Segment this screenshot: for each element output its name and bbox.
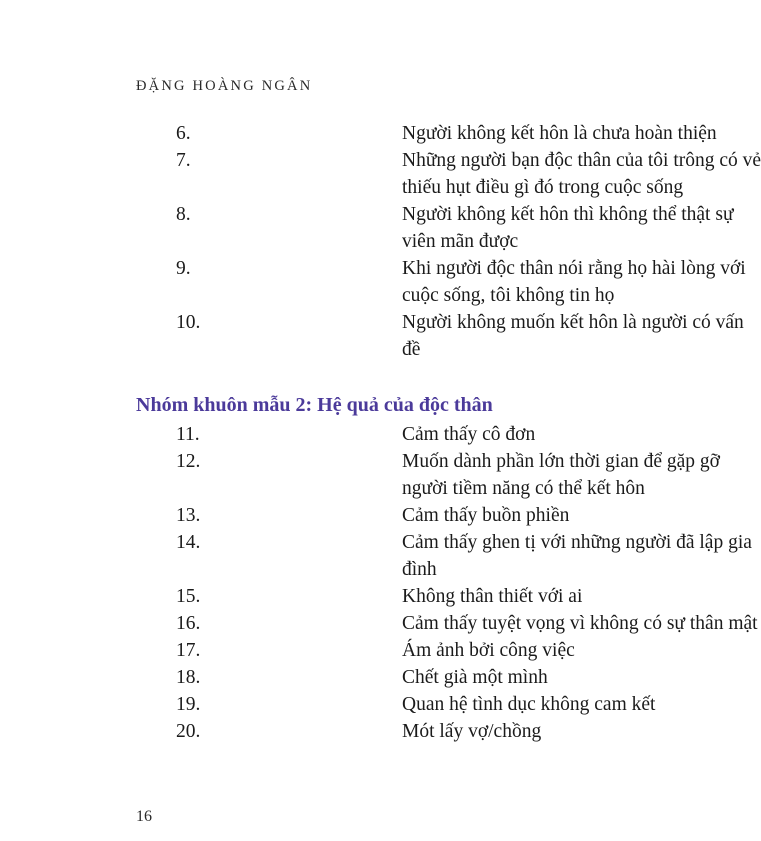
running-header: ĐẶNG HOÀNG NGÂN <box>136 78 313 94</box>
item-text: người tiềm năng có thể kết hôn <box>402 478 645 499</box>
item-number: 12. <box>176 451 201 472</box>
item-text: Người không kết hôn thì không thể thật sự <box>402 204 734 225</box>
item-text: Người không muốn kết hôn là người có vấn <box>402 312 744 333</box>
item-text: viên mãn được <box>402 231 519 252</box>
item-number: 8. <box>176 204 191 225</box>
item-text: Muốn dành phần lớn thời gian để gặp gỡ <box>402 451 720 472</box>
item-text: Khi người độc thân nói rằng họ hài lòng với <box>402 258 746 279</box>
item-text: Mót lấy vợ/chồng <box>402 721 542 742</box>
item-text: Cảm thấy buồn phiền <box>402 505 570 526</box>
item-number: 11. <box>176 424 200 445</box>
item-text: Quan hệ tình dục không cam kết <box>402 694 656 715</box>
item-number: 15. <box>176 586 201 607</box>
item-text: Người không kết hôn là chưa hoàn thiện <box>402 123 717 144</box>
item-number: 7. <box>176 150 191 171</box>
item-number: 18. <box>176 667 201 688</box>
item-number: 16. <box>176 613 201 634</box>
section-heading: Nhóm khuôn mẫu 2: Hệ quả của độc thân <box>136 394 493 416</box>
item-text: thiếu hụt điều gì đó trong cuộc sống <box>402 177 684 198</box>
item-text: đình <box>402 559 437 580</box>
item-text: đề <box>402 339 421 360</box>
item-text: cuộc sống, tôi không tin họ <box>402 285 615 306</box>
item-text: Cảm thấy tuyệt vọng vì không có sự thân mật <box>402 613 758 634</box>
item-number: 10. <box>176 312 201 333</box>
item-text: Những người bạn độc thân của tôi trông có vẻ <box>402 150 761 171</box>
item-text: Cảm thấy cô đơn <box>402 424 536 445</box>
item-text: Ám ảnh bởi công việc <box>402 640 575 661</box>
item-number: 6. <box>176 123 191 144</box>
page-number: 16 <box>136 808 152 825</box>
item-text: Chết già một mình <box>402 667 548 688</box>
item-number: 20. <box>176 721 201 742</box>
item-number: 17. <box>176 640 201 661</box>
item-number: 14. <box>176 532 201 553</box>
item-number: 13. <box>176 505 201 526</box>
item-number: 19. <box>176 694 201 715</box>
item-number: 9. <box>176 258 191 279</box>
item-text: Cảm thấy ghen tị với những người đã lập gia <box>402 532 752 553</box>
item-text: Không thân thiết với ai <box>402 586 583 607</box>
